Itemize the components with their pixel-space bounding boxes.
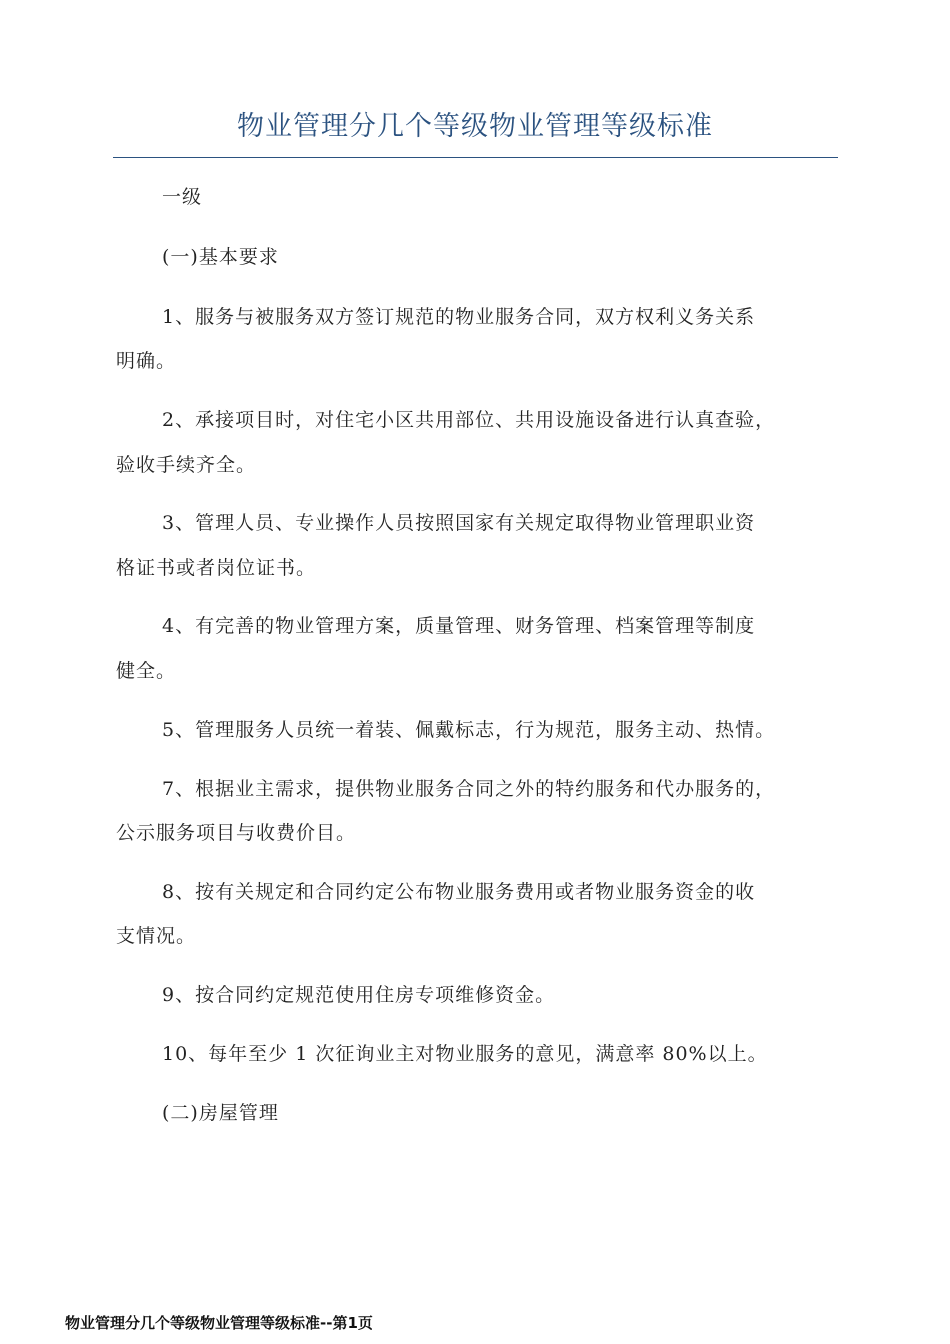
text-line: 4、有完善的物业管理方案，质量管理、财务管理、档案管理等制度 — [162, 615, 756, 637]
text-line: 7、根据业主需求，提供物业服务合同之外的特约服务和代办服务的， — [162, 778, 776, 800]
text-line: 支情况。 — [116, 925, 197, 947]
text-line: 9、按合同约定规范使用住房专项维修资金。 — [162, 984, 556, 1006]
text-line: 3、管理人员、专业操作人员按照国家有关规定取得物业管理职业资 — [162, 512, 756, 534]
title-divider — [113, 157, 838, 158]
text-line: 公示服务项目与收费价目。 — [116, 822, 357, 844]
text-line: 1、服务与被服务双方签订规范的物业服务合同，双方权利义务关系 — [162, 306, 756, 328]
text-line: 8、按有关规定和合同约定公布物业服务费用或者物业服务资金的收 — [162, 881, 756, 903]
text-line: 5、管理服务人员统一着装、佩戴标志，行为规范，服务主动、热情。 — [162, 719, 776, 741]
text-line: 10、每年至少 1 次征询业主对物业服务的意见，满意率 80%以上。 — [162, 1043, 768, 1065]
text-line: 明确。 — [116, 350, 177, 372]
page-footer: 物业管理分几个等级物业管理等级标准--第1页 — [65, 1314, 373, 1332]
text-line: (二)房屋管理 — [162, 1102, 279, 1124]
document-title: 物业管理分几个等级物业管理等级标准 — [237, 111, 713, 142]
text-line: 健全。 — [116, 660, 177, 682]
text-line: (一)基本要求 — [162, 246, 279, 268]
text-line: 一级 — [162, 186, 203, 208]
text-line: 2、承接项目时，对住宅小区共用部位、共用设施设备进行认真查验， — [162, 409, 776, 431]
text-line: 格证书或者岗位证书。 — [116, 557, 317, 579]
text-line: 验收手续齐全。 — [116, 454, 257, 476]
